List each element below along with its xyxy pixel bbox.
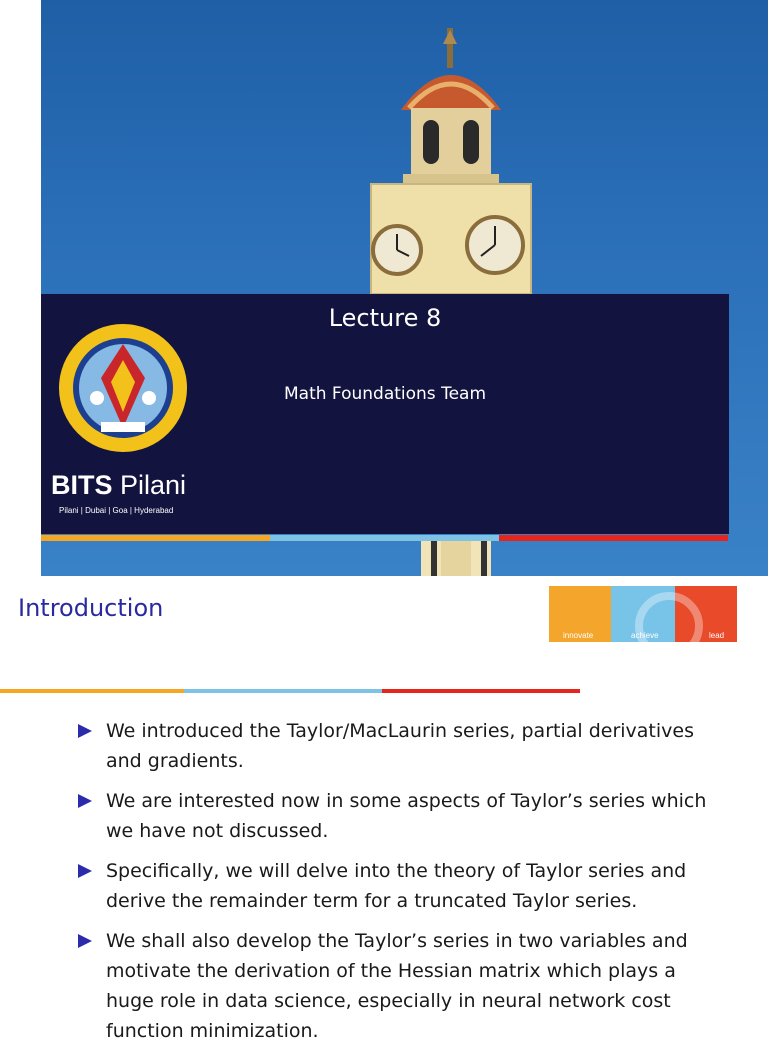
stripe-red: [499, 535, 728, 541]
bullet-item: We shall also develop the Taylor’s series in two variables and motivate the derivation of the Hessian matrix which plays a huge role in data science, especially in neural network cost function minimization.: [74, 926, 724, 1046]
innovate-achieve-lead-banner: [549, 586, 737, 642]
triangle-bullet-icon: [78, 794, 92, 808]
banner-word-innovate: innovate: [563, 631, 594, 640]
rule-orange: [0, 689, 184, 693]
rule-red: [382, 689, 580, 693]
stripe-blue: [270, 535, 499, 541]
banner-word-lead: lead: [709, 631, 725, 640]
banner-word-achieve: achieve: [631, 631, 659, 640]
bullet-item: We introduced the Taylor/MacLaurin series, partial derivatives and gradients.: [74, 716, 724, 776]
content-slide: [0, 576, 768, 1042]
stripe-orange: [41, 535, 270, 541]
triangle-bullet-icon: [78, 934, 92, 948]
brand-wordmark: BITS Pilani: [51, 470, 187, 500]
title-band: [41, 294, 729, 534]
triangle-bullet-icon: [78, 864, 92, 878]
rule-blue: [184, 689, 382, 693]
triangle-bullet-icon: [78, 724, 92, 738]
lecture-title: Lecture 8: [328, 304, 442, 332]
bullet-list: [74, 716, 724, 1056]
campus-list: Pilani | Dubai | Goa | Hyderabad: [59, 506, 174, 515]
lecture-author: Math Foundations Team: [283, 384, 487, 404]
bullet-item: Specifically, we will delve into the theory of Taylor series and derive the remainder term for a truncated Taylor series.: [74, 856, 724, 916]
frame-title: Introduction: [18, 594, 164, 622]
bullet-item: We are interested now in some aspects of Taylor’s series which we have not discussed.: [74, 786, 724, 846]
bits-logo: [57, 322, 189, 454]
